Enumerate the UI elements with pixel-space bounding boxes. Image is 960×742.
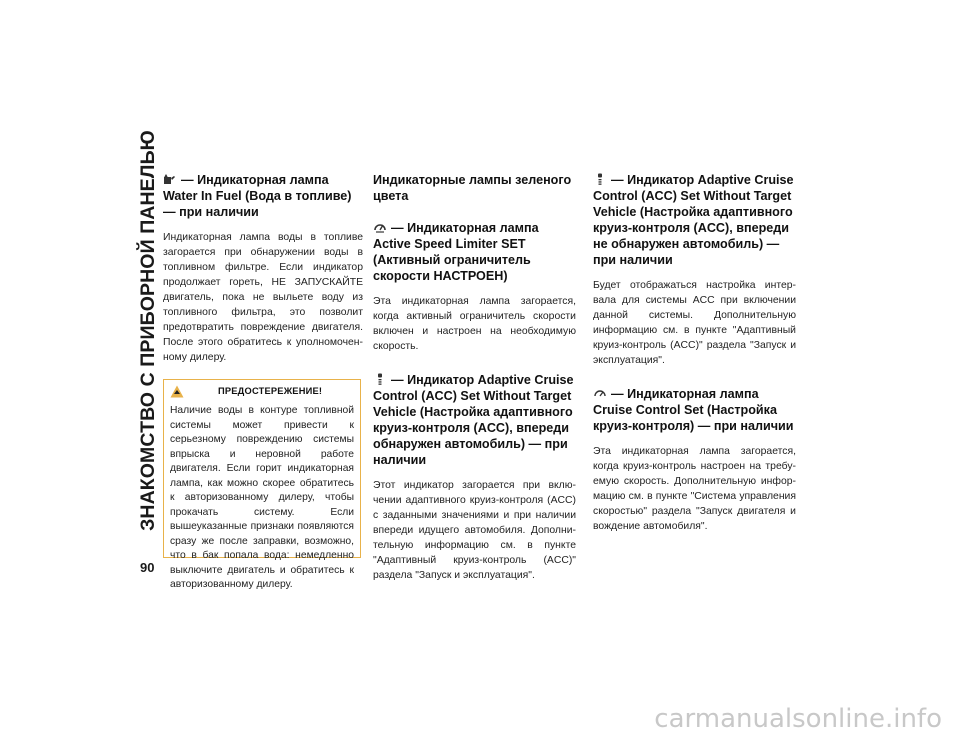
acc-with-target-heading-text: — Индикатор Adaptive Cruise Control (ACC) Set Without Target Vehicle (Настройка адаптивного круиз-контроля (ACC), впереди обнаружен автомобиль) — при наличии (373, 373, 574, 467)
green-lamps-section-heading: Индикаторные лампы зеленого цвета (373, 173, 572, 203)
column-1 (163, 172, 363, 590)
water-in-fuel-icon (163, 173, 177, 185)
cruise-control-set-icon (593, 387, 607, 399)
warning-triangle-icon (170, 385, 184, 398)
acc-vehicle-icon (373, 373, 387, 385)
acc-vehicle-icon (593, 173, 607, 185)
water-in-fuel-heading-text: — Индикаторная лампа Water In Fuel (Вода в топливе) — при наличии (163, 173, 352, 219)
water-in-fuel-heading (163, 172, 363, 220)
acc-without-target-heading (593, 172, 796, 268)
warning-title: ПРЕДОСТЕРЕЖЕНИЕ! (218, 386, 323, 396)
speed-limiter-icon (373, 221, 387, 233)
column-3 (593, 172, 796, 548)
page-number: 90 (140, 560, 155, 575)
acc-without-target-heading-text: — Индикатор Adaptive Cruise Control (ACC) Set Without Target Vehicle (Настройка адаптивного круиз-контроля (ACC), впереди не обнаружен автомобиль) — при наличии (593, 173, 794, 267)
speed-limiter-body: Эта индикаторная лампа загорается, когда активный ограничитель скорости включен и настроен на необходимую скорость. (373, 296, 576, 352)
speed-limiter-heading-text: — Индикаторная лампа Active Speed Limiter SET (Активный ограничитель скорости НАСТРОЕН) (373, 221, 539, 283)
speed-limiter-heading (373, 220, 576, 284)
acc-with-target-heading (373, 372, 576, 468)
warning-text: Наличие воды в контуре топливной системы может привести к серьезному повреждению системы впрыска и неровной работе двигателя. Если горит индикаторная лампа, как можно скорее обратитесь к авторизованному дилеру, чтобы прокачать систему. Если вышеуказанные признаки появляются сразу же после заправки, возможно, что в бак попала вода: немедленно выключите двигатель и обратитесь к авторизованному дилеру. (170, 405, 354, 590)
column-2 (373, 172, 576, 597)
cruise-control-set-body: Эта индикаторная лампа загорается, когда круиз-контроль настроен на требу-емую скорость. Дополнительную инфор-мацию см. в пункте "Система управления скоростью" раздела "Запуск двигателя и вождение автомобиля". (593, 446, 796, 532)
side-title-text: ЗНАКОМСТВО С ПРИБОРНОЙ ПАНЕЛЬЮ (136, 129, 159, 531)
warning-header (164, 380, 360, 402)
cruise-control-set-heading (593, 386, 796, 434)
warning-box (163, 379, 361, 590)
watermark: carmanualsonline.info (654, 704, 942, 734)
cruise-control-set-heading-text: — Индикаторная лампа Cruise Control Set (Настройка круиз-контроля) — при наличии (593, 387, 794, 433)
acc-with-target-body: Этот индикатор загорается при вклю-чении адаптивного круиз-контроля (ACC) с заданными значениями и при наличии впереди идущего автомобиля. Дополни-тельную информацию см. в пункте "Адаптивный круиз-контроль (ACC)" раздела "Запуск и эксплуатация". (373, 480, 576, 581)
water-in-fuel-body: Индикаторная лампа воды в топливе загорается при обнаружении воды в топливном фильтре. Если индикатор продолжает гореть, НЕ ЗАПУСКАЙТЕ двигатель, пока не выльете воду из топливного фильтра, это позволит предотвратить повреждение двигателя. После этого обратитесь к уполномочен-ному дилеру. (163, 232, 363, 363)
acc-without-target-body: Будет отображаться настройка интер-вала для системы ACC при включении данной системы. Дополнительную информацию см. в пункте "Адаптивный круиз-контроль (ACC)" раздела "Запуск и эксплуатация". (593, 280, 796, 366)
side-section-title (136, 129, 160, 531)
